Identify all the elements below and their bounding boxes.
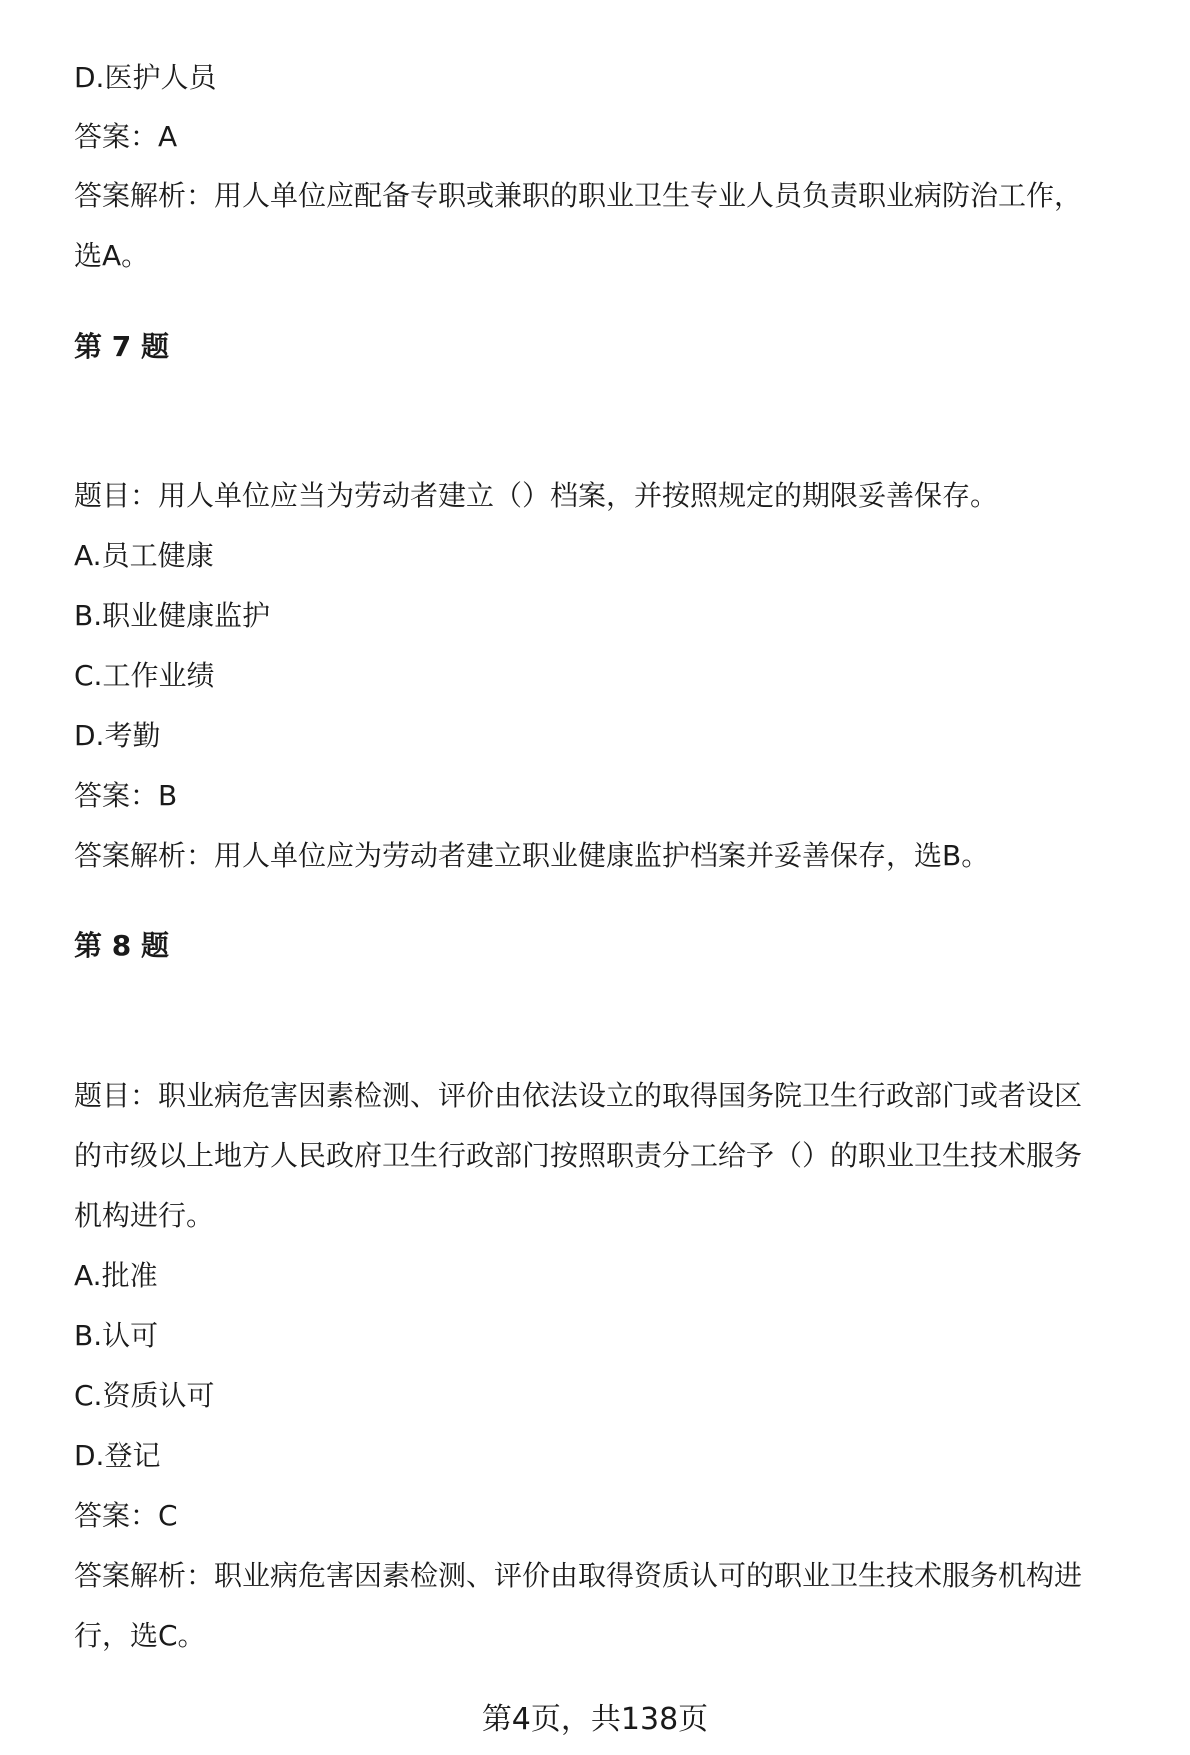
question-8-analysis-line-2: 行，选C。	[74, 1619, 206, 1652]
question-8-option-c: C.资质认可	[74, 1379, 215, 1412]
question-8-analysis-line-1: 答案解析：职业病危害因素检测、评价由取得资质认可的职业卫生技术服务机构进	[74, 1559, 1083, 1592]
question-8-option-b: B.认可	[74, 1319, 159, 1352]
question-7-stem: 题目：用人单位应当为劳动者建立（）档案，并按照规定的期限妥善保存。	[74, 479, 999, 512]
prev-question-analysis-line-1: 答案解析：用人单位应配备专职或兼职的职业卫生专业人员负责职业病防治工作，	[74, 179, 1083, 212]
question-7-option-b: B.职业健康监护	[74, 599, 271, 632]
question-8-option-a: A.批准	[74, 1259, 158, 1292]
question-7-analysis: 答案解析：用人单位应为劳动者建立职业健康监护档案并妥善保存，选B。	[74, 839, 990, 872]
page-number-footer: 第4页，共138页	[481, 1702, 709, 1737]
question-7-option-a: A.员工健康	[74, 539, 214, 572]
question-7-option-d: D.考勤	[74, 719, 161, 752]
question-8-stem-line-1: 题目：职业病危害因素检测、评价由依法设立的取得国务院卫生行政部门或者设区	[74, 1079, 1083, 1112]
question-8-option-d: D.登记	[74, 1439, 161, 1472]
question-8-heading: 第 8 题	[74, 929, 169, 962]
question-8-stem-line-3: 机构进行。	[74, 1199, 215, 1232]
prev-question-analysis-line-2: 选A。	[74, 239, 150, 272]
prev-question-option-d: D.医护人员	[74, 61, 217, 94]
question-7-heading: 第 7 题	[74, 330, 169, 363]
question-8-stem-line-2: 的市级以上地方人民政府卫生行政部门按照职责分工给予（）的职业卫生技术服务	[74, 1139, 1083, 1172]
question-7-option-c: C.工作业绩	[74, 659, 215, 692]
question-7-answer: 答案：B	[74, 779, 178, 812]
question-8-answer: 答案：C	[74, 1499, 178, 1532]
prev-question-answer: 答案：A	[74, 120, 178, 153]
